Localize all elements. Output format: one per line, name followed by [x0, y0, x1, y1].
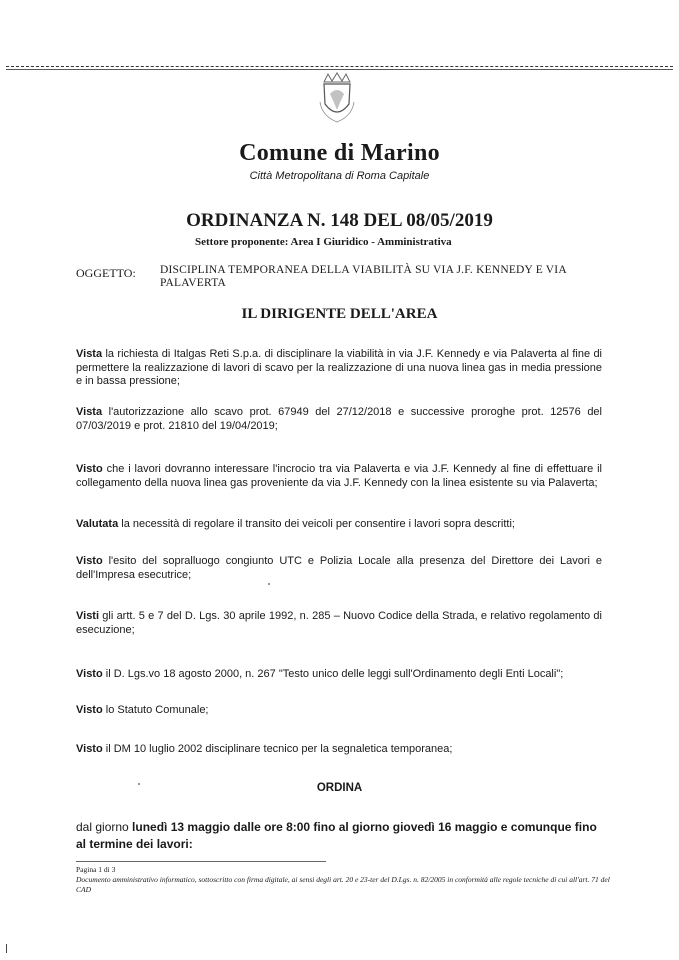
ordinanza-heading: ORDINANZA N. 148 DEL 08/05/2019 [186, 210, 493, 231]
settore-proponente: Settore proponente: Area I Giuridico - Amministrativa [195, 236, 452, 248]
premise-lead: Visto [76, 743, 103, 755]
premise-lead: Vista [76, 348, 103, 360]
premise-paragraph [76, 406, 602, 433]
scan-speck [268, 583, 270, 585]
ordina-period-dates: lunedì 13 maggio dalle ore 8:00 fino al giorno giovedì 16 maggio e comunque fino al termine dei lavori: [76, 820, 597, 851]
ordina-heading: ORDINA [316, 782, 363, 794]
ordina-period-prefix: dal giorno [76, 820, 133, 834]
premise-paragraph [76, 704, 602, 718]
premise-lead: Visto [76, 704, 103, 716]
premise-text: il DM 10 luglio 2002 disciplinare tecnico per la segnaletica temporanea; [102, 743, 453, 755]
premise-paragraph [76, 518, 602, 532]
premise-lead: Valutata [76, 518, 119, 530]
premise-text: gli artt. 5 e 7 del D. Lgs. 30 aprile 1992, n. 285 – Nuovo Codice della Strada, e relativo regolamento di esecuzione; [76, 610, 602, 636]
oggetto-text: DISCIPLINA TEMPORANEA DELLA VIABILITÀ SU VIA J.F. KENNEDY E VIA PALAVERTA [160, 264, 567, 289]
oggetto-label: OGGETTO: [76, 266, 136, 280]
comune-title: Comune di Marino [239, 140, 440, 166]
premise-lead: Visti [76, 610, 100, 622]
premise-text: l'esito del sopralluogo congiunto UTC e Polizia Locale alla presenza del Direttore dei Lavori e dell'Impresa esecutrice; [76, 555, 602, 581]
dirigente-heading: IL DIRIGENTE DELL'AREA [241, 306, 438, 322]
premise-paragraph [76, 348, 602, 389]
header-rule [6, 69, 673, 70]
digital-signature-note: Documento amministrativo informatico, sottoscritto con firma digitale, ai sensi degli art. 20 e 23-ter del D.Lgs. n. 82/2005 in conformità alle regole tecniche di cui all'art. 71 del CAD [76, 875, 610, 894]
premise-text: la necessità di regolare il transito dei veicoli per consentire i lavori sopra descritti; [118, 518, 515, 530]
page-number: Pagina 1 di 3 [76, 865, 116, 874]
comune-subtitle: Città Metropolitana di Roma Capitale [249, 170, 430, 182]
premise-paragraph [76, 463, 602, 490]
premise-lead: Visto [76, 463, 103, 475]
premise-paragraph [76, 668, 602, 682]
ordina-period [76, 819, 606, 853]
municipal-crest-icon [316, 72, 358, 124]
margin-mark [6, 944, 7, 953]
premise-text: che i lavori dovranno interessare l'incrocio tra via Palaverta e via J.F. Kennedy al fine di effettuare il collegamento della nuova linea gas proveniente da via J.F. Kennedy con la linea esistente su via Palaverta; [76, 463, 602, 489]
premise-paragraph [76, 610, 602, 637]
premise-lead: Vista [76, 406, 103, 418]
premise-paragraph [76, 743, 602, 757]
premise-lead: Visto [76, 555, 103, 567]
premise-text: la richiesta di Italgas Reti S.p.a. di disciplinare la viabilità in via J.F. Kennedy e via Palaverta al fine di permettere la realizzazione di lavori di scavo per la realizzazione di una nuova linea gas in media pressione e in bassa pressione; [76, 348, 602, 388]
footer-rule [76, 861, 326, 862]
premise-text: lo Statuto Comunale; [102, 704, 209, 716]
premise-text: il D. Lgs.vo 18 agosto 2000, n. 267 "Testo unico delle leggi sull'Ordinamento degli Enti Locali"; [102, 668, 564, 680]
premise-lead: Visto [76, 668, 103, 680]
header-dashed-rule [6, 66, 673, 67]
premise-text: l'autorizzazione allo scavo prot. 67949 del 27/12/2018 e successive proroghe prot. 12576 del 07/03/2019 e prot. 21810 del 19/04/2019; [76, 406, 602, 432]
premise-paragraph [76, 555, 602, 582]
